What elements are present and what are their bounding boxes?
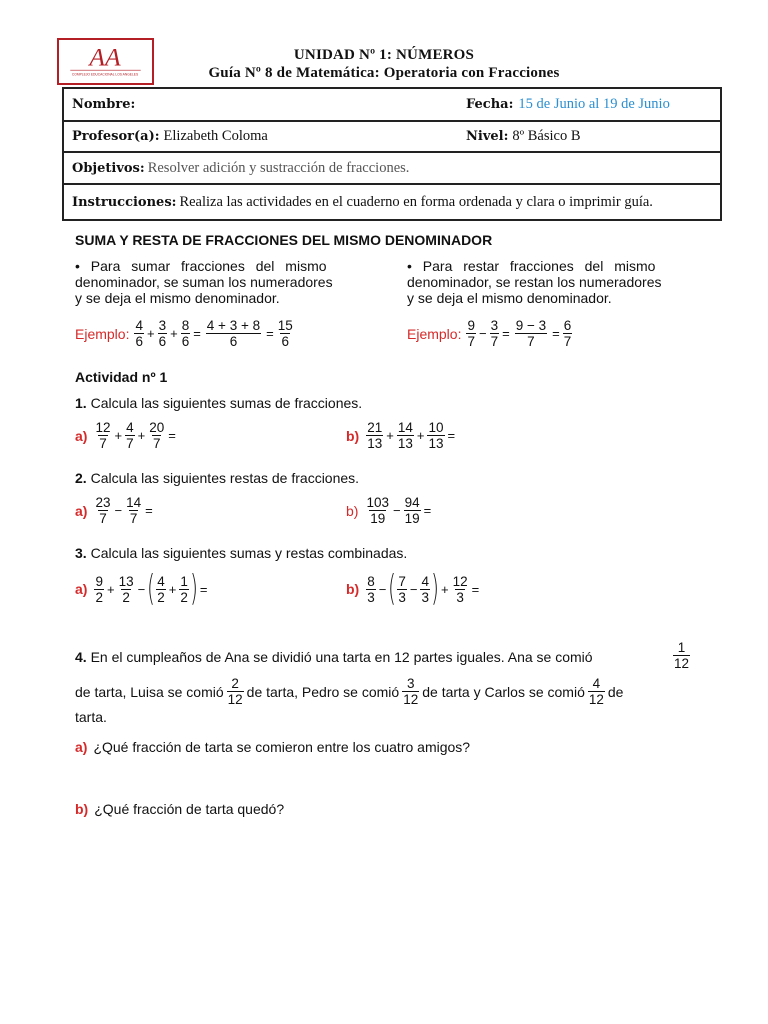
question-text: ¿Qué fracción de tarta se comieron entre los cuatro amigos?: [93, 739, 471, 755]
question-4-line-1: [75, 649, 695, 665]
profesor-value: Elizabeth Coloma: [163, 128, 268, 144]
row-objetivos: [64, 151, 720, 183]
info-table: [62, 87, 722, 221]
fraction: $\frac{21}{13}$: [367, 420, 383, 451]
question-number: 1.: [75, 395, 87, 411]
question-2: [75, 470, 359, 486]
instrucciones-label: Instrucciones:: [72, 194, 177, 210]
row-profesor: [64, 120, 720, 151]
item-tag: b): [75, 801, 89, 817]
fraction: $\frac{13}{2}$: [118, 573, 134, 605]
example-label: Ejemplo:: [75, 325, 130, 342]
close-paren: ): [190, 568, 198, 609]
fraction: $\frac{4 + 3 + 8}{6}$: [206, 318, 261, 349]
fraction: $\frac{6}{7}$: [563, 318, 572, 349]
fraction: $\frac{2}{12}$: [227, 676, 243, 707]
question-text: Calcula las siguientes sumas de fracciones.: [90, 395, 363, 411]
fraction: $\frac{9}{7}$: [467, 318, 475, 349]
fraction: $\frac{14}{13}$: [397, 420, 413, 451]
fraction: $\frac{103}{19}$: [366, 495, 389, 526]
objetivos-label: Objetivos:: [72, 160, 145, 176]
fraction: $\frac{3}{6}$: [158, 318, 167, 349]
question-number: 3.: [75, 545, 87, 561]
logo-letters: AA: [89, 42, 121, 72]
nombre-label: Nombre:: [72, 97, 136, 112]
unit-title: UNIDAD Nº 1: NÚMEROS: [293, 47, 475, 63]
fraction: $\frac{12}{3}$: [452, 573, 468, 605]
item-tag: a): [75, 427, 88, 444]
fraction: $\frac{3}{12}$: [403, 676, 419, 707]
question-text: ¿Qué fracción de tarta quedó?: [94, 801, 285, 817]
fraction: $\frac{20}{7}$: [149, 420, 165, 451]
sum-rule-line-3: y se deja el mismo denominador.: [75, 290, 280, 306]
item-tag: b): [346, 502, 359, 519]
question-text: Calcula las siguientes restas de fracciones.: [90, 470, 360, 486]
item-tag: a): [75, 502, 88, 519]
q2a-expression: a) $\frac{23}{7}$ − $\frac{14}{7}$ =: [75, 495, 153, 526]
q4-fraction-ana: [672, 640, 691, 671]
row-nombre: [64, 87, 720, 120]
question-4b: [75, 801, 284, 817]
subtract-rule-line-2: denominador, se restan los numeradores: [407, 274, 662, 290]
fraction: $\frac{4}{6}$: [135, 318, 143, 349]
subtract-rule-line-3: y se deja el mismo denominador.: [407, 290, 612, 306]
close-paren: ): [431, 568, 439, 609]
fraction: $\frac{94}{19}$: [404, 495, 420, 526]
fraction: $\frac{9}{2}$: [95, 573, 103, 605]
fraction: $\frac{12}{7}$: [95, 420, 111, 451]
sum-example: Ejemplo: $\frac{4}{6}$ + $\frac{3}{6}$ + $\frac{8}{6}$ = $\frac{4 + 3 + 8}{6}$ = $\frac{15}{6}$: [75, 318, 293, 349]
sum-rule-line-1: • Para sumar fracciones del mismo: [75, 258, 327, 274]
fraction: $\frac{1}{12}$: [674, 640, 690, 671]
fraction: $\frac{4}{12}$: [588, 676, 604, 707]
open-paren: (: [388, 568, 397, 609]
q1a-expression: a) $\frac{12}{7}$ + $\frac{4}{7}$ + $\frac{20}{7}$ =: [75, 420, 176, 451]
fecha-value: 15 de Junio al 19 de Junio: [518, 96, 670, 112]
question-number: 4.: [75, 649, 87, 665]
fecha-label: Fecha:: [466, 97, 514, 112]
sum-rule: [75, 258, 361, 306]
activity-title: Actividad nº 1: [75, 369, 168, 385]
fraction: $\frac{23}{7}$: [95, 495, 111, 526]
item-tag: b): [346, 581, 360, 597]
q3b-expression: b) $\frac{8}{3}$ − ( $\frac{7}{3}$ − $\frac{4}{3}$ ) + $\frac{12}{3}$ =: [346, 568, 480, 609]
question-4-line-3: tarta.: [75, 709, 107, 725]
question-4-line-2: de tarta, Luisa se comió $\frac{2}{12}$ de tarta, Pedro se comió $\frac{3}{12}$ de tarta y Carlos se comió $\frac{4}{12}$ de: [75, 676, 624, 707]
subtract-rule: [407, 258, 695, 306]
fraction: $\frac{9 - 3}{7}$: [515, 318, 547, 349]
instrucciones-value: Realiza las actividades en el cuaderno en forma ordenada y clara o imprimir guía.: [179, 193, 653, 210]
fraction: $\frac{14}{7}$: [126, 495, 142, 526]
question-3: [75, 545, 407, 561]
profesor-label: Profesor(a):: [72, 129, 160, 144]
fraction: $\frac{8}{6}$: [181, 318, 190, 349]
logo-text: COMPLEJO EDUCACIONAL LOS ANGELES: [71, 72, 139, 77]
nivel-label: Nivel:: [466, 129, 509, 144]
subtract-rule-line-1: • Para restar fracciones del mismo: [407, 258, 656, 274]
item-tag: a): [75, 581, 88, 597]
fraction: $\frac{15}{6}$: [277, 318, 293, 349]
fraction: $\frac{8}{3}$: [367, 573, 375, 605]
item-tag: b): [346, 427, 360, 444]
question-number: 2.: [75, 470, 87, 486]
sum-rule-line-2: denominador, se suman los numeradores: [75, 274, 333, 290]
fraction: $\frac{3}{7}$: [490, 318, 499, 349]
row-instrucciones: [64, 183, 720, 219]
example-label: Ejemplo:: [407, 325, 462, 342]
fraction: $\frac{1}{2}$: [180, 573, 188, 605]
objetivos-value: Resolver adición y sustracción de fracciones.: [147, 159, 410, 176]
fraction: $\frac{10}{13}$: [428, 420, 444, 451]
fraction: $\frac{7}{3}$: [398, 573, 406, 605]
fraction: $\frac{4}{3}$: [421, 573, 429, 605]
question-text: Calcula las siguientes sumas y restas combinadas.: [90, 545, 408, 561]
question-4a: [75, 739, 470, 755]
guide-title: Guía Nº 8 de Matemática: Operatoria con Fracciones: [208, 65, 560, 81]
open-paren: (: [147, 568, 156, 609]
fraction: $\frac{4}{7}$: [126, 420, 134, 451]
item-tag: a): [75, 739, 88, 755]
q3a-expression: a) $\frac{9}{2}$ + $\frac{13}{2}$ − ( $\frac{4}{2}$ + $\frac{1}{2}$ ) =: [75, 568, 208, 609]
q1b-expression: b) $\frac{21}{13}$ + $\frac{14}{13}$ + $\frac{10}{13}$ =: [346, 420, 456, 451]
section-title: SUMA Y RESTA DE FRACCIONES DEL MISMO DENOMINADOR: [75, 232, 493, 248]
question-1: [75, 395, 362, 411]
subtract-example: Ejemplo: $\frac{9}{7}$ − $\frac{3}{7}$ = $\frac{9 - 3}{7}$ = $\frac{6}{7}$: [407, 318, 572, 349]
question-text: En el cumpleaños de Ana se dividió una tarta en 12 partes iguales. Ana se comió: [90, 649, 593, 665]
nivel-value: 8º Básico B: [512, 128, 581, 144]
fraction: $\frac{4}{2}$: [157, 573, 165, 605]
q2b-expression: b) $\frac{103}{19}$ − $\frac{94}{19}$ =: [346, 495, 432, 526]
